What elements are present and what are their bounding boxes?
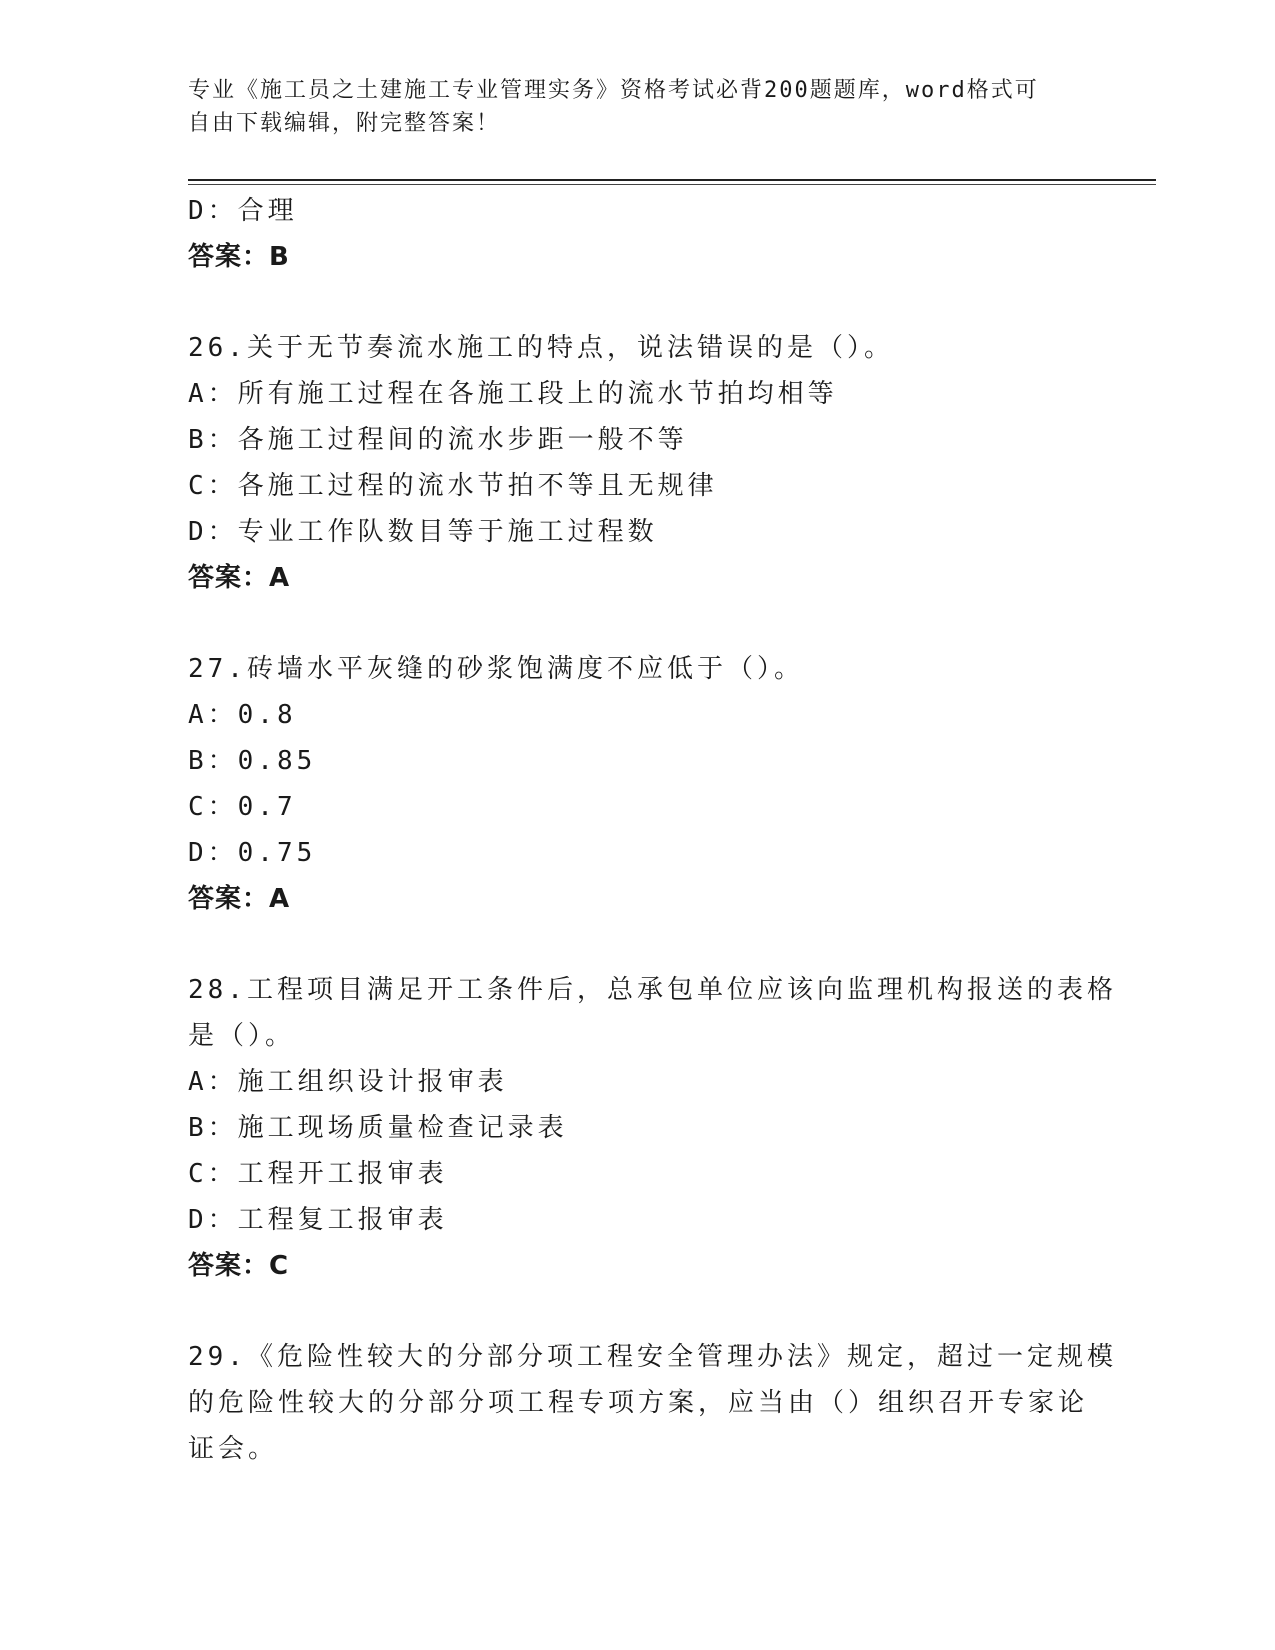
option-d: D：合理 [188,196,298,226]
answer-line: 答案：B [188,242,290,272]
option-c: C：各施工过程的流水节拍不等且无规律 [188,471,718,501]
question-block-26 [188,325,1088,601]
question-text-line-2: 的危险性较大的分部分项工程专项方案，应当由（）组织召开专家论 [188,1388,1089,1418]
header-divider-thin [188,184,1156,185]
option-c: C：工程开工报审表 [188,1159,448,1189]
question-text-line-1: 29.《危险性较大的分部分项工程安全管理办法》规定，超过一定规模 [188,1342,1117,1372]
answer-line: 答案：A [188,563,291,593]
answer-line: 答案：C [188,1251,290,1281]
option-c: C：0.7 [188,792,297,822]
question-text-line-1: 28.工程项目满足开工条件后，总承包单位应该向监理机构报送的表格 [188,975,1117,1005]
question-text-line-3: 证会。 [188,1434,279,1464]
option-b: B：施工现场质量检查记录表 [188,1113,568,1143]
header-divider-thick [188,179,1156,181]
option-a: A：0.8 [188,700,297,730]
question-block-28 [188,967,1117,1289]
option-b: B：各施工过程间的流水步距一般不等 [188,425,688,455]
question-list [188,188,1117,1472]
header-line-1: 专业《施工员之土建施工专业管理实务》资格考试必背200题题库，word格式可 [188,78,1039,103]
question-block-27 [188,646,1088,922]
question-block-29 [188,1334,1117,1472]
question-text: 27.砖墙水平灰缝的砂浆饱满度不应低于（）。 [188,654,804,684]
answer-line: 答案：A [188,884,291,914]
document-header [188,74,1088,140]
option-d: D：工程复工报审表 [188,1205,448,1235]
option-d: D：0.75 [188,838,317,868]
header-line-2: 自由下载编辑，附完整答案！ [188,111,501,136]
option-d: D：专业工作队数目等于施工过程数 [188,517,658,547]
question-block-prev [188,188,1088,280]
question-text: 26.关于无节奏流水施工的特点，说法错误的是（）。 [188,333,894,363]
option-b: B：0.85 [188,746,317,776]
option-a: A：所有施工过程在各施工段上的流水节拍均相等 [188,379,838,409]
option-a: A：施工组织设计报审表 [188,1067,508,1097]
question-text-line-2: 是（）。 [188,1021,296,1051]
